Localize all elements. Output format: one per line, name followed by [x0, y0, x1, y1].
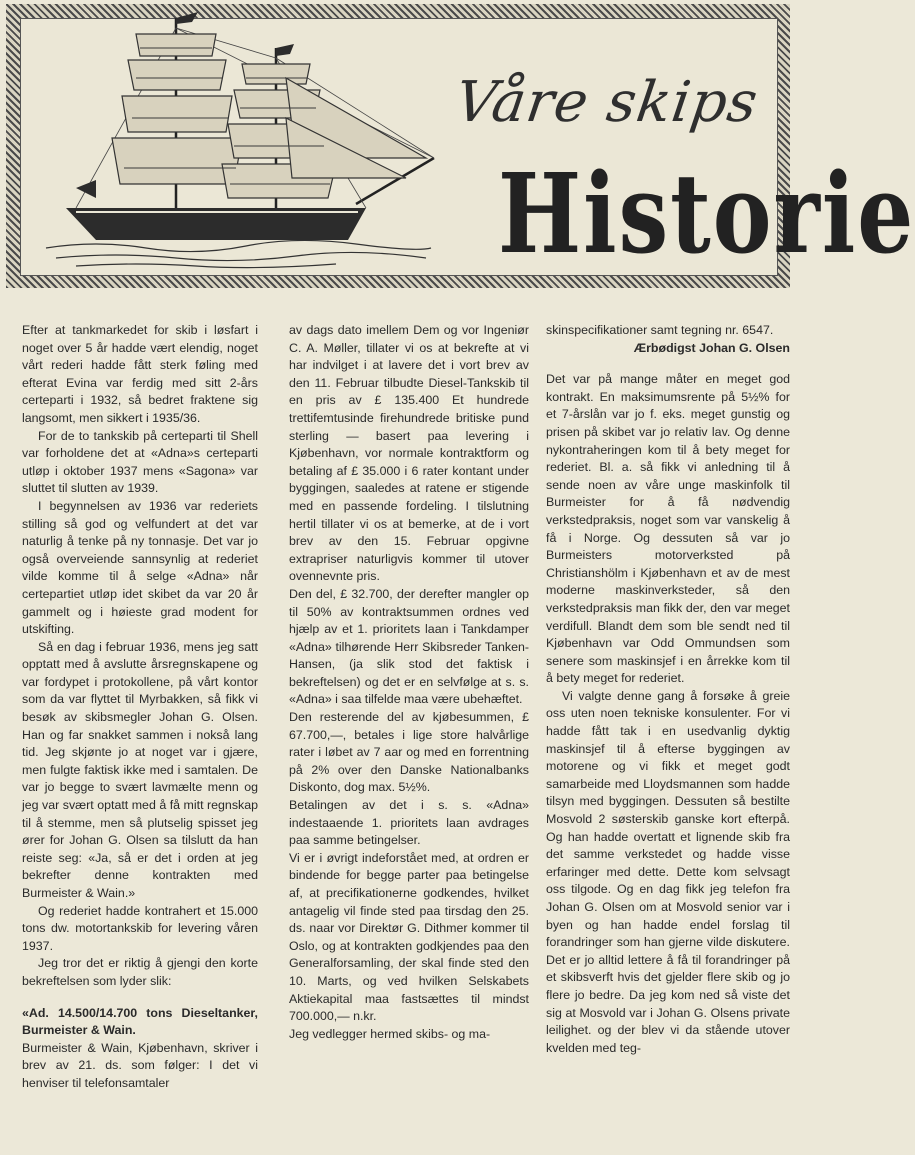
paragraph: Jeg vedlegger hermed skibs- og ma-	[289, 1026, 491, 1041]
paragraph: Betalingen av det i s. s. «Adna» indestaaende 1. prioritets laan avdrages paa samme betingelser.	[289, 798, 529, 848]
header-title-gothic: Historie	[498, 148, 915, 278]
header-title-script: Våre skips	[451, 70, 763, 135]
paragraph: av dags dato imellem Dem og vor Ingeniør C. A. Møller, tillater vi os at bekrefte at vi har indvilget i at lavere det i vort brev av den 11. Februar tilbudte Diesel-Tankskib til en pris av £ 135.400 Et hundrede trettifemtusinde firehundrede britiske pund sterling — basert paa levering i Kjøbenhavn, vor normale kontraktform og betaling af £ 35.000 i 6 rater kontant under byggingen, saaledes at ratene er stigende med en passende fordeling. I tilslutning hertil tillater vi os at bemerke, at de i vort brev av den 15. Februar opgivne extrapriser naturligvis kommer til utover ovennevnte pris.	[289, 323, 529, 584]
paragraph: Vi valgte denne gang å forsøke å greie oss uten noen tekniske konsulenter. For vi hadde fått tak i en usedvanlig dyktig maskinsjef til å efterse byggingen av motorene og vi fikk et meget godt samarbeide med Lloydsmannen som hadde tilsyn med byggingen. Dessuten så bestilte Mosvold 2 søsterskib ganske kort efterpå. Og han hadde overtatt et lignende skib fra det samme verkstedet og hadde visse erfaringer med dette. Dette kom selvsagt oss tilgode. Og en dag fikk jeg telefon fra Johan G. Olsen om at Mosvold senior var i byen og han hadde endel forslag til forandringer som han gjerne vilde diskutere. Det er jo alltid lettere å få til forandringer på et skibsverft hvis det gjelder flere skib og jo flere jo bedre. Da jeg kom ned så viste det sig at Mosvold var i Johan G. Olsens private leilighet. og der blev vi da stående utover kvelden med teg-	[546, 688, 790, 1055]
paragraph: Jeg tror det er riktig å gjengi den korte bekreftelsen som lyder slik:	[22, 956, 258, 988]
paragraph: I begynnelsen av 1936 var rederiets stilling så god og velfundert at det var naturlig å tenke på ny tonnasje. Det var jo også overveiende sannsynlig at rederiet vilde komme til å selge «Adna» når certepartiet utløp idet skibet da var 20 år gammelt og i høieste grad modent for utskifting.	[22, 498, 258, 637]
paragraph: Så en dag i februar 1936, mens jeg satt opptatt med å avslutte årsregnskapene og var fordypet i protokollene, på vårt kontor som da var flyttet til Myrbakken, så fikk vi besøk av skibsmegler Johan G. Olsen. Han og far snakket sammen i nokså lang tid. Jeg skjønte jo at noget var i gjære, men fulgte faktisk ikke med i samtalen. De var jo begge to svært lavmælte menn og jeg var svært optatt med å få mitt regnskap til å stemme, men så plutselig spisset jeg ører for Johan G. Olsen sa tilslutt da han reiste seg: «Ja, så er det i orden at jeg bekrefter denne kontrakten med Burmeister & Wain.»	[22, 639, 258, 900]
quote-body: Burmeister & Wain, Kjøbenhavn, skriver i brev av 21. ds. som følger: I det vi henviser til telefonsamtaler	[22, 1040, 258, 1090]
article-column-3	[546, 322, 790, 1057]
paragraph: Og rederiet hadde kontrahert et 15.000 tons dw. motortankskib for levering våren 1937.	[22, 903, 258, 953]
paragraph: Vi er i øvrigt indeforstået med, at ordren er bindende for begge parter paa betingelse af, at precifikationerne godkendes, hvilket antagelig vil finde sted paa tirsdag den 25. ds. naar vor Direktør G. Dithmer kommer til Oslo, og at kontrakten godkjendes paa den Generalforsamling, der skal finde sted den 10. Marts, og ved hvilken Selskabets Aktiekapital maa fastsættes til mindst 700.000,— n.kr.	[289, 850, 529, 1024]
article-column-2	[289, 322, 529, 1043]
signature: Ærbødigst Johan G. Olsen	[633, 340, 790, 355]
paragraph: Den resterende del av kjøbesummen, £ 67.700,—, betales i lige store halvårlige rater i løbet av 7 aar og med en forrentning på 2% over den Danske Nationalbanks Diskonto, dog max. 5½%.	[289, 710, 529, 795]
article-column-1	[22, 322, 258, 1093]
paragraph: Det var på mange måter en meget god kontrakt. En maksimumsrente på 5½% for et 7-årslån var jo f. eks. meget gunstig og prisen på skibet var jo relativ lav. Og denne nykontraheringen kom til å bety meget for rederiet. Bl. a. så fikk vi anledning til å sende noen av våre unge maskinfolk til Burmeister for å få nødvendig verkstedpraksis, noget som var vanskelig å få i Norge. Og dessuten så var jo Burmeisters motorverksted på Christianshölm i Kjøbenhavn et av de mest moderne maskinverksteder, så den verkstedpraksis man fikk der, den var meget verdifull. Blandt dem som ble sendt ned til Kjøbenhavn var Odd Ommundsen som senere som maskinsjef i en årrekke kom til å bety meget for rederiet.	[546, 372, 790, 686]
paragraph: Den del, £ 32.700, der derefter mangler op til 50% av kontraktsummen ordnes ved hjælp av et 1. prioritets laan i Tankdamper «Adna» tilhørende Herr Skibsreder Tanken-Hansen, (ja slik stod det faktisk i bekreftelsen) og det er en selvfølge at s. s. «Adna» i saa tilfelde maa være ubehæftet.	[289, 586, 529, 707]
paragraph: skinspecifikationer samt tegning nr. 6547.	[546, 323, 774, 337]
sailing-ship-illustration	[36, 8, 436, 276]
paragraph: For de to tankskib på certeparti til Shell var forholdene det at «Adna»s certeparti utløp i oktober 1937 mens «Sagona» var sluttet til slutten av 1939.	[22, 428, 258, 496]
paragraph: Efter at tankmarkedet for skib i løsfart i noget over 5 år hadde vært elendig, noget vårt rederi hadde fått sterk føling med efterat Evina var ferdig med sitt 2-års certeparti i 1932, så bedret fraktene sig langsomt, men sikkert i 1935/36.	[22, 323, 258, 425]
quote-heading: «Ad. 14.500/14.700 tons Dieseltanker, Burmeister & Wain.	[22, 1005, 258, 1038]
